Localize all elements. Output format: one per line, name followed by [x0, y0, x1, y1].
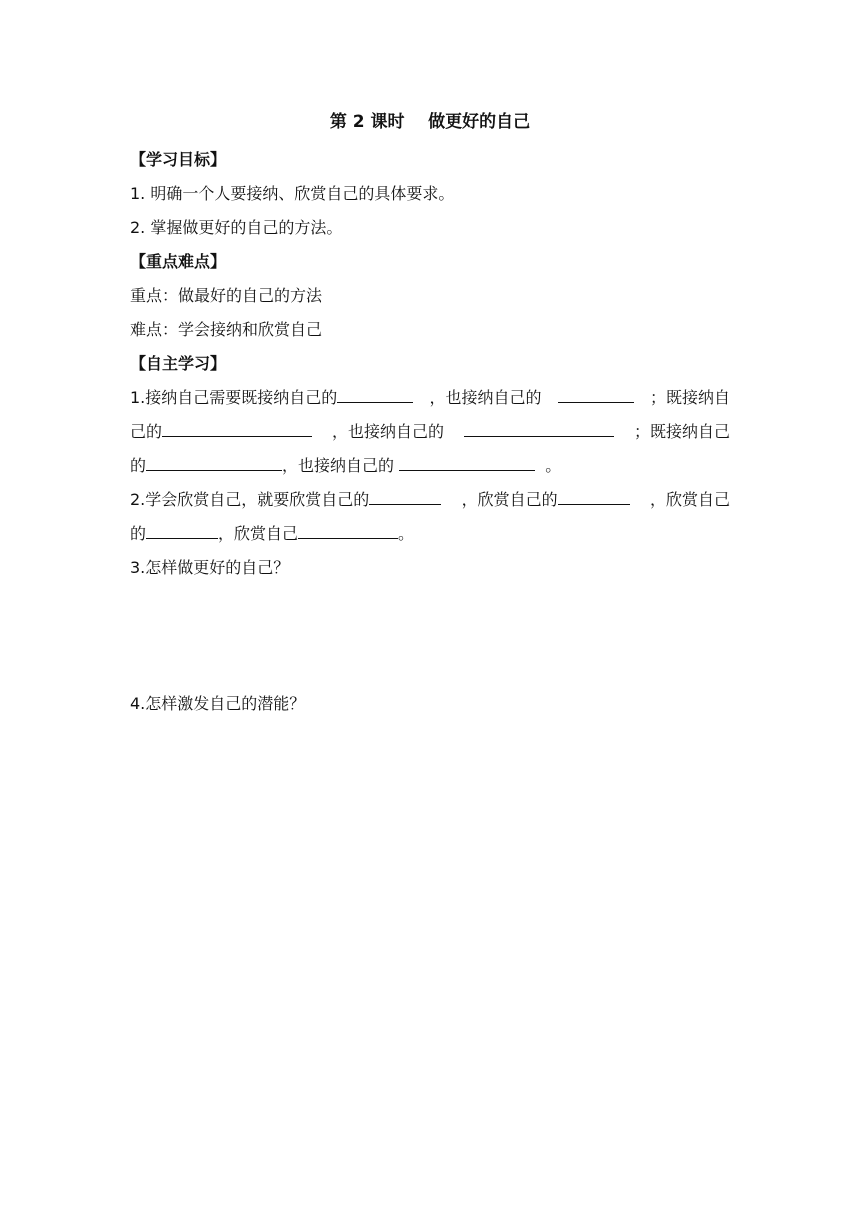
q1-text-e: ，也接纳自己的: [332, 422, 445, 441]
q1-text-a: 1.接纳自己需要既接纳自己的: [130, 388, 338, 407]
question-1-text: [130, 415, 312, 449]
fill-blank[interactable]: [558, 486, 630, 505]
q2-text-f: 。: [398, 524, 415, 543]
objective-item-2: 2. 掌握做更好的自己的方法。: [130, 218, 343, 237]
difficulty-point: 难点：学会接纳和欣赏自己: [130, 320, 323, 339]
fill-blank[interactable]: [146, 452, 282, 471]
question-4: 4.怎样激发自己的潜能？: [130, 694, 306, 713]
q1-text-g: 的: [130, 456, 147, 475]
question-1-line-3: [130, 449, 730, 483]
objectives-heading: 【学习目标】: [130, 150, 227, 169]
question-1-line-1: [130, 381, 730, 415]
q1-text-f: ；既接纳自己: [633, 422, 730, 441]
question-1-text: [430, 381, 542, 415]
q2-text-d: 的: [130, 524, 147, 543]
fill-blank[interactable]: [298, 520, 398, 539]
worksheet-content: [130, 143, 730, 721]
objective-item-1: 1. 明确一个人要接纳、欣赏自己的具体要求。: [130, 184, 455, 203]
lesson-title: 第 2 课时 做更好的自己: [329, 112, 531, 132]
question-1-text: [130, 381, 413, 415]
focus-point: 重点：做最好的自己的方法: [130, 286, 323, 305]
question-2-line-1: [130, 483, 730, 517]
q1-text-d: 己的: [130, 422, 163, 441]
q1-text-b: ，也接纳自己的: [429, 388, 542, 407]
fill-blank[interactable]: [558, 384, 634, 403]
fill-blank[interactable]: [369, 486, 441, 505]
q2-text-b: ，欣赏自己的: [461, 490, 558, 509]
question-2-text: [130, 483, 441, 517]
fill-blank[interactable]: [146, 520, 218, 539]
question-2-line-2: [130, 517, 730, 551]
answer-space-q3[interactable]: [130, 585, 730, 687]
q1-text-i: 。: [545, 456, 562, 475]
question-2-text: [462, 483, 630, 517]
fill-blank[interactable]: [399, 452, 535, 471]
self-study-heading: 【自主学习】: [130, 354, 227, 373]
fill-blank[interactable]: [162, 418, 312, 437]
q1-text-h: ，也接纳自己的: [282, 456, 395, 475]
q1-text-c: ；既接纳自: [649, 388, 730, 407]
fill-blank[interactable]: [337, 384, 413, 403]
q2-text-a: 2.学会欣赏自己，就要欣赏自己的: [130, 490, 370, 509]
q2-text-c: ，欣赏自己: [649, 490, 730, 509]
question-1-line-2: [130, 415, 730, 449]
fill-blank[interactable]: [464, 418, 614, 437]
key-points-heading: 【重点难点】: [130, 252, 227, 271]
question-3: 3.怎样做更好的自己？: [130, 558, 290, 577]
q2-text-e: ，欣赏自己: [218, 524, 299, 543]
